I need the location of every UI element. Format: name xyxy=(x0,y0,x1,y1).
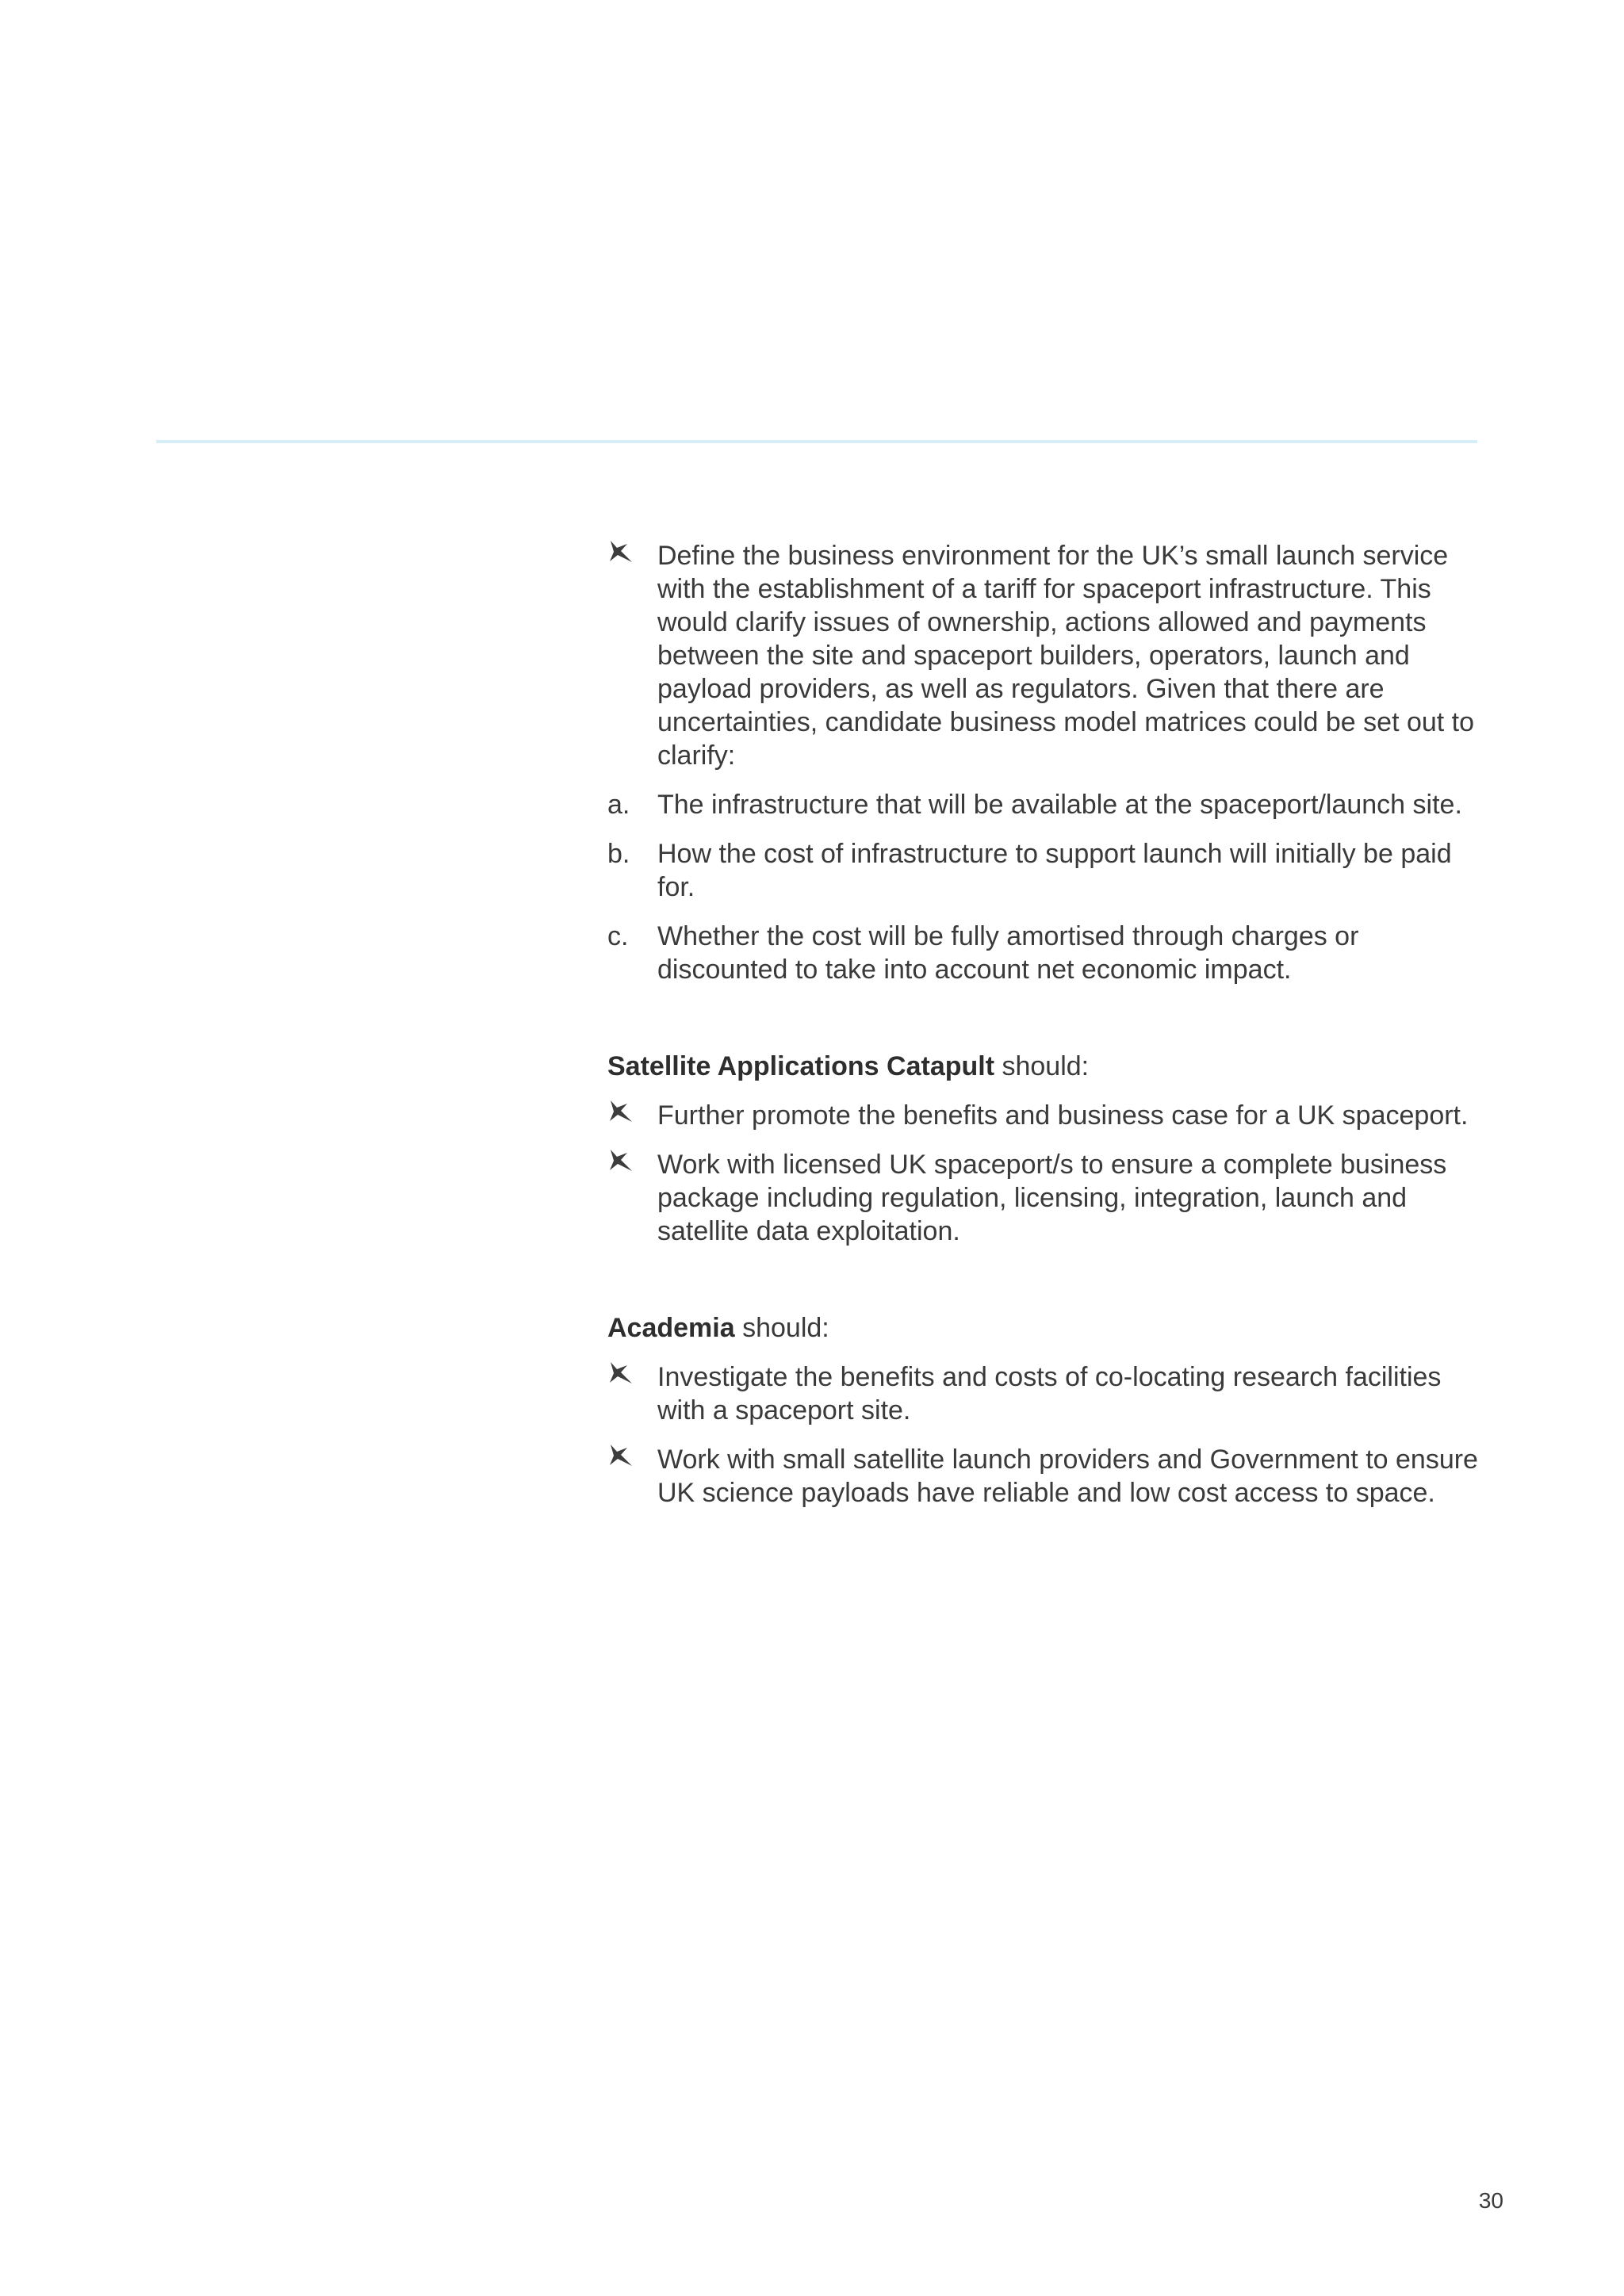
list-item-text: Work with licensed UK spaceport/s to ensure a complete business package including regulation, licensing, integration, launch and satellite data exploitation. xyxy=(657,1150,1447,1246)
star-bullet-icon xyxy=(607,1148,634,1175)
sub-list-text: The infrastructure that will be available at the spaceport/launch site. xyxy=(657,790,1462,820)
sub-list-text: How the cost of infrastructure to support launch will initially be paid for. xyxy=(657,839,1452,902)
section-heading-bold: Academia xyxy=(607,1313,735,1343)
page-number: 30 xyxy=(1478,2188,1503,2213)
section-heading-catapult xyxy=(607,1050,1488,1083)
sub-list-marker: c. xyxy=(607,921,629,951)
list-item-text: Further promote the benefits and business case for a UK spaceport. xyxy=(657,1100,1469,1131)
star-bullet-icon xyxy=(607,1360,634,1387)
section-heading-academia xyxy=(607,1311,1488,1345)
list-item-text: Investigate the benefits and costs of co-locating research facilities with a spaceport site. xyxy=(657,1362,1442,1425)
sub-list-item-a xyxy=(607,788,1488,821)
list-item xyxy=(607,1443,1488,1510)
list-item xyxy=(607,1360,1488,1427)
star-bullet-icon xyxy=(607,539,634,566)
section-heading-bold: Satellite Applications Catapult xyxy=(607,1051,995,1081)
section-heading-rest: should: xyxy=(734,1313,829,1343)
list-item-text: Work with small satellite launch providers and Government to ensure UK science payloads have reliable and low cost access to space. xyxy=(657,1445,1478,1508)
main-content xyxy=(607,539,1488,1525)
header-divider xyxy=(156,440,1477,443)
star-bullet-icon xyxy=(607,1099,634,1126)
list-item-text: Define the business environment for the UK’s small launch service with the establishment of a tariff for spaceport infrastructure. This would clarify issues of ownership, actions allowed and payments between the site and spaceport builders, operators, launch and payload providers, as well as regulators. Given that there are uncertainties, candidate business model matrices could be set out to clarify: xyxy=(657,541,1475,771)
list-item xyxy=(607,539,1488,772)
star-bullet-icon xyxy=(607,1443,634,1470)
sub-list-item-c xyxy=(607,920,1488,986)
section-heading-rest: should: xyxy=(994,1051,1090,1081)
list-item xyxy=(607,1148,1488,1248)
sub-list-text: Whether the cost will be fully amortised through charges or discounted to take into account net economic impact. xyxy=(657,921,1359,985)
list-item xyxy=(607,1099,1488,1132)
sub-list-marker: a. xyxy=(607,790,630,820)
sub-list-item-b xyxy=(607,837,1488,904)
sub-list-marker: b. xyxy=(607,839,630,869)
